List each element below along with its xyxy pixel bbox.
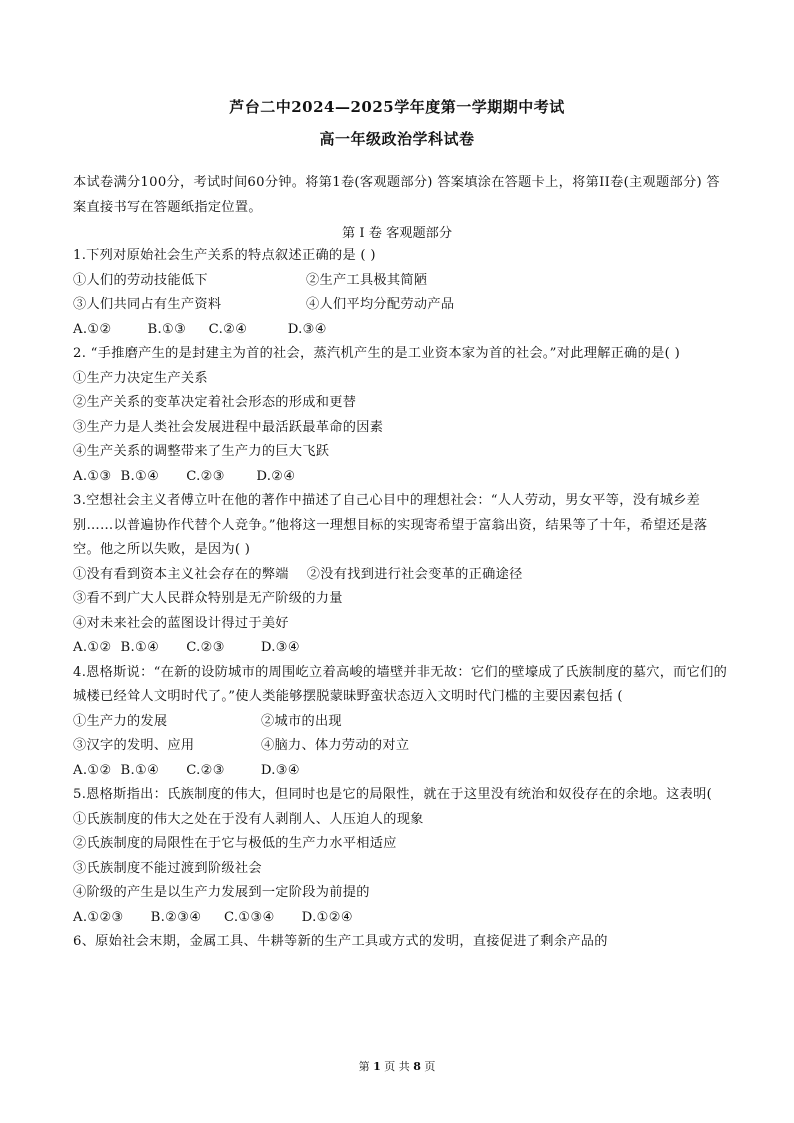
exam-subtitle: 高一年级政治学科试卷 [319, 130, 475, 148]
question-list [73, 244, 729, 955]
question-1-option-4: ④人们平均分配劳动产品 [306, 297, 455, 312]
question-4-option-3: ③汉字的发明、应用 [73, 738, 195, 753]
question-2-stem: 2. “手推磨产生的是封建主为首的社会，蒸汽机产生的是工业资本家为首的社会。”对此理解正确的是( ) [73, 346, 681, 361]
question-5-option-1: ①氏族制度的伟大之处在于没有人剥削人、人压迫人的现象 [73, 811, 424, 827]
question-2-option-1: ①生产力决定生产关系 [73, 370, 208, 386]
question-5-option-3: ③氏族制度不能过渡到阶级社会 [73, 860, 262, 876]
question-4-option-1: ①生产力的发展 [73, 713, 168, 729]
question-4-choices: A.①② B.①④ C.②③ D.③④ [73, 762, 300, 778]
question-3-option-4: ④对未来社会的蓝图设计得过于美好 [73, 615, 289, 631]
question-1-option-1: ①人们的劳动技能低下 [73, 272, 208, 288]
footer-suffix: 页 [424, 1060, 436, 1073]
footer-total-pages: 8 [413, 1060, 421, 1073]
question-5-stem: 5.恩格斯指出：氏族制度的伟大，但同时也是它的局限性，就在于这里没有统治和奴役存在的余地。这表明( [73, 787, 713, 802]
question-2 [73, 342, 729, 489]
question-4-option-4: ④脑力、体力劳动的对立 [261, 738, 410, 753]
question-1-options-row-2 [73, 293, 729, 318]
question-4-options-row-2 [73, 734, 729, 759]
footer-prefix: 第 [358, 1060, 370, 1073]
exam-title: 芦台二中2024—2025学年度第一学期期中考试 [229, 98, 565, 116]
question-2-choices: A.①③ B.①④ C.②③ D.②④ [73, 468, 296, 484]
footer-mid: 页 共 [384, 1060, 410, 1073]
question-6 [73, 930, 729, 955]
question-3-option-1-2: ①没有看到资本主义社会存在的弊端 ②没有找到进行社会变革的正确途径 [73, 566, 523, 582]
question-1 [73, 244, 729, 342]
question-3-option-3: ③看不到广大人民群众特别是无产阶级的力量 [73, 591, 343, 606]
question-5-option-4: ④阶级的产生是以生产力发展到一定阶段为前提的 [73, 885, 370, 900]
question-3-choices: A.①② B.①④ C.②③ D.③④ [73, 640, 300, 655]
question-1-stem: 1.下列对原始社会生产关系的特点叙述正确的是 ( ) [73, 248, 376, 263]
page-footer [0, 1058, 794, 1074]
question-5-option-2: ②氏族制度的局限性在于它与极低的生产力水平相适应 [73, 836, 397, 851]
question-2-option-3: ③生产力是人类社会发展进程中最活跃最革命的因素 [73, 419, 384, 435]
question-3-stem: 3.空想社会主义者傅立叶在他的著作中描述了自己心目中的理想社会：“人人劳动，男女平等，没有城乡差别……以普遍协作代替个人竞争。”他将这一理想目标的实现寄希望于富翁出资，结果等了十年，希望还是落空。他之所以失败，是因为( ) [73, 493, 708, 557]
question-3 [73, 489, 729, 661]
question-1-options-row-1 [73, 269, 729, 294]
section-title: 第 I 卷 客观题部分 [341, 226, 453, 241]
question-4 [73, 661, 729, 784]
question-2-option-2: ②生产关系的变革决定着社会形态的形成和更替 [73, 395, 357, 410]
exam-instructions: 本试卷满分100分，考试时间60分钟。将第1卷(客观题部分) 答案填涂在答题卡上，将第II卷(主观题部分) 答案直接书写在答题纸指定位置。 [73, 175, 720, 215]
question-1-option-2: ②生产工具极其简陋 [306, 272, 428, 288]
question-4-option-2: ②城市的出现 [261, 713, 342, 729]
question-4-options-row-1 [73, 710, 729, 735]
footer-page-number: 1 [373, 1060, 381, 1073]
question-2-option-4: ④生产关系的调整带来了生产力的巨大飞跃 [73, 444, 330, 459]
question-5 [73, 783, 729, 930]
question-5-choices: A.①②③ B.②③④ C.①③④ D.①②④ [73, 909, 353, 925]
question-6-stem: 6、原始社会末期，金属工具、牛耕等新的生产工具或方式的发明，直接促进了剩余产品的 [73, 934, 608, 949]
question-4-stem: 4.恩格斯说：“在新的设防城市的周围屹立着高峻的墙壁并非无故：它们的壁壕成了氏族制度的墓穴，而它们的城楼已经耸人文明时代了。”使人类能够摆脱蒙昧野蛮状态迈入文明时代门槛的主要因素包括 ( [73, 664, 728, 704]
question-1-choices: A.①② B.①③ C.②④ D.③④ [73, 321, 327, 337]
question-1-option-3: ③人们共同占有生产资料 [73, 297, 222, 312]
